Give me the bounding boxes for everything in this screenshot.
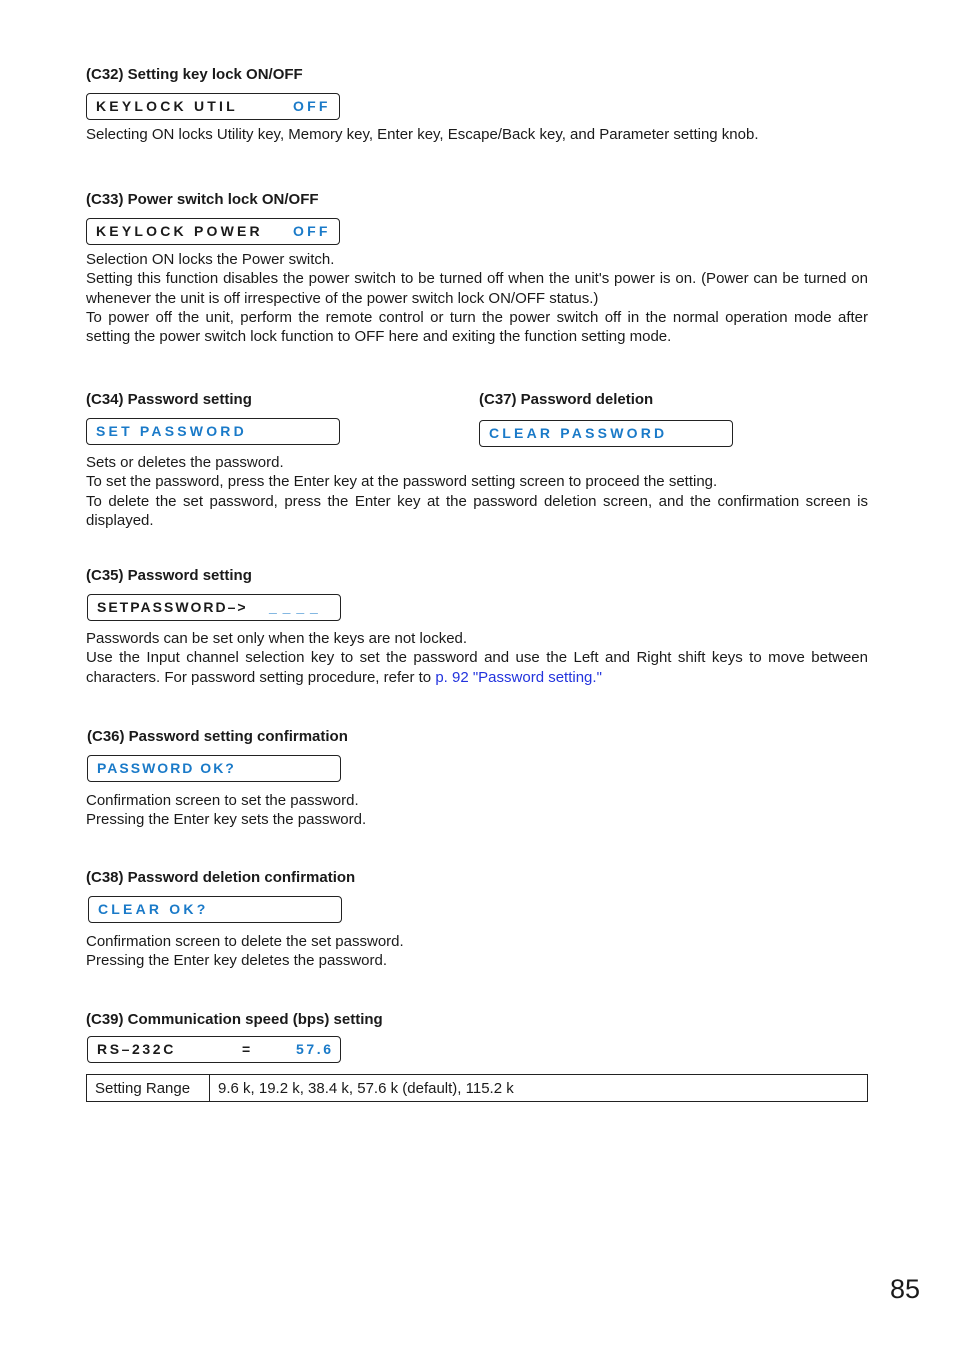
lcd-value: PASSWORD OK?	[97, 760, 236, 776]
table-cell-value: 9.6 k, 19.2 k, 38.4 k, 57.6 k (default), 115.2 k	[210, 1075, 868, 1102]
c35-description	[86, 629, 868, 687]
page-number: 85	[890, 1274, 921, 1304]
lcd-label: SETPASSWORD–>	[97, 599, 248, 615]
c38-lcd-display	[88, 896, 342, 923]
paragraph: To delete the set password, press the Enter key at the password deletion screen, and the confirmation screen is displayed.	[86, 492, 868, 529]
c34-heading: (C34) Password setting	[86, 391, 252, 408]
paragraph: Pressing the Enter key sets the password.	[86, 811, 367, 829]
c37-lcd-display	[479, 420, 733, 447]
c33-lcd-display	[86, 218, 340, 245]
paragraph: Confirmation screen to set the password.	[86, 792, 359, 809]
c39-lcd-display	[87, 1036, 341, 1063]
c34-c37-description	[86, 453, 868, 530]
lcd-label: KEYLOCK UTIL	[96, 98, 238, 114]
paragraph	[86, 648, 868, 687]
paragraph-text: Use the Input channel selection key to set the password and use the Left and Right shift keys to move between characters. For password setting procedure, refer to	[86, 649, 868, 686]
c32-lcd-display	[86, 93, 340, 120]
lcd-value: CLEAR PASSWORD	[489, 425, 668, 441]
c38-heading: (C38) Password deletion confirmation	[86, 869, 356, 886]
c38-description	[86, 932, 868, 971]
c34-lcd-display	[86, 418, 340, 445]
page-reference-link[interactable]: p. 92 "Password setting."	[435, 668, 602, 686]
lcd-value: CLEAR OK?	[98, 901, 209, 917]
c35-lcd-display	[87, 594, 341, 621]
c36-heading: (C36) Password setting confirmation	[87, 728, 348, 745]
table-cell-label: Setting Range	[87, 1075, 210, 1102]
c35-heading: (C35) Password setting	[86, 567, 252, 584]
paragraph: Setting this function disables the power switch to be turned off when the unit's power is on. (Power can be turned on whenever the unit is off irrespective of the power switch lock ON/OFF status.)	[86, 270, 868, 307]
setting-range-table	[86, 1074, 868, 1102]
c37-heading: (C37) Password deletion	[479, 391, 654, 408]
paragraph: Selection ON locks the Power switch.	[86, 251, 335, 268]
c32-heading: (C32) Setting key lock ON/OFF	[86, 66, 303, 83]
c32-description	[86, 125, 868, 144]
lcd-label: KEYLOCK POWER	[96, 223, 263, 239]
paragraph: Sets or deletes the password.	[86, 454, 284, 471]
lcd-label: RS–232C	[97, 1041, 176, 1057]
c36-description	[86, 791, 868, 830]
paragraph: Pressing the Enter key deletes the password.	[86, 952, 387, 970]
lcd-value: OFF	[293, 223, 331, 239]
c36-lcd-display	[87, 755, 341, 782]
lcd-equals: =	[242, 1041, 253, 1057]
paragraph: Selecting ON locks Utility key, Memory key, Enter key, Escape/Back key, and Parameter setting knob.	[86, 126, 759, 143]
c39-heading: (C39) Communication speed (bps) setting	[86, 1011, 383, 1028]
paragraph: To power off the unit, perform the remote control or turn the power switch off in the normal operation mode after setting the power switch lock function to OFF here and exiting the function setting mode.	[86, 308, 868, 346]
table-row	[87, 1075, 868, 1102]
c33-description	[86, 250, 868, 346]
lcd-value: 57.6	[296, 1041, 334, 1057]
lcd-value: SET PASSWORD	[96, 423, 247, 439]
lcd-value: _ _ _ _	[269, 599, 319, 615]
lcd-value: OFF	[293, 98, 331, 114]
paragraph: To set the password, press the Enter key at the password setting screen to proceed the setting.	[86, 473, 718, 491]
paragraph: Confirmation screen to delete the set password.	[86, 933, 404, 950]
c33-heading: (C33) Power switch lock ON/OFF	[86, 191, 319, 208]
paragraph: Passwords can be set only when the keys are not locked.	[86, 630, 468, 647]
